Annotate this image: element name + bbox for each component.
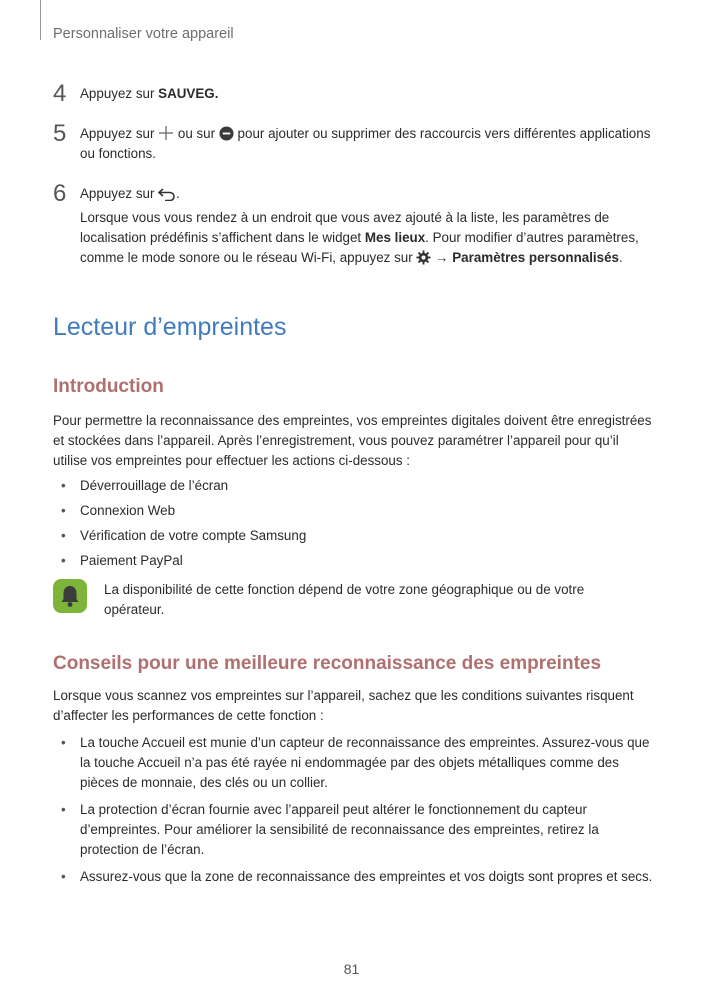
bullet-text: Déverrouillage de l’écran <box>80 478 229 493</box>
step-number: 6 <box>53 180 67 207</box>
tips-paragraph: Lorsque vous scannez vos empreintes sur l’appareil, sachez que les conditions suivantes risquent d’affecter les performances de cette fonction : <box>53 688 634 723</box>
tips-bullets <box>53 733 653 887</box>
bullet-text: La touche Accueil est munie d’un capteur de reconnaissance des empreintes. Assurez-vous que la touche Accueil n’a pas été rayée ni endommagée par des objets métalliques comme des pièces de monnaie, des clés ou un collier. <box>80 735 650 790</box>
step-5 <box>53 120 653 164</box>
step-4 <box>53 80 653 107</box>
bell-notice-icon <box>53 579 87 613</box>
step-text <box>80 184 653 204</box>
bullet-dot: • <box>61 503 66 518</box>
bullet-dot: • <box>61 802 66 817</box>
step-6 <box>53 180 653 268</box>
step-text <box>80 84 653 104</box>
step-number: 5 <box>53 120 67 147</box>
list-item <box>53 476 653 496</box>
bullet-text: La protection d’écran fournie avec l’appareil peut altérer le fonctionnement du capteur d’empreintes. Pour améliorer la sensibilité de reconnaissance des empreintes, retirez la protection de l’écran. <box>80 802 599 857</box>
bullet-text: Paiement PayPal <box>80 553 183 568</box>
step-number: 4 <box>53 80 67 107</box>
header-rule <box>40 0 41 40</box>
step-detail <box>80 208 653 268</box>
section-header: Personnaliser votre appareil <box>53 26 234 42</box>
gear-icon <box>416 250 431 265</box>
step-text-pre: Appuyez sur <box>80 186 159 201</box>
detail-pre: Lorsque vous vous rendez à un endroit que vous avez ajouté à la liste, les paramètres de localisation prédéfinis s’affichent dans le widget <box>80 210 610 245</box>
list-item <box>53 867 653 887</box>
step-text-post: pour ajouter ou supprimer des raccourcis vers différentes applications ou fonctions. <box>80 126 651 161</box>
detail-arrow: → <box>431 250 453 265</box>
bullet-dot: • <box>61 553 66 568</box>
bullet-text: Assurez-vous que la zone de reconnaissance des empreintes et vos doigts sont propres et secs. <box>80 869 653 884</box>
plus-icon <box>158 125 174 141</box>
step-text <box>80 124 653 164</box>
section-title: Lecteur d’empreintes <box>53 313 287 341</box>
step-text-post: . <box>176 186 180 201</box>
list-item <box>53 800 653 860</box>
list-item <box>53 733 653 793</box>
bullet-dot: • <box>61 869 66 884</box>
list-item <box>53 526 653 546</box>
bullet-dot: • <box>61 735 66 750</box>
introduction-heading: Introduction <box>53 376 164 397</box>
detail-bold-parametres: Paramètres personnalisés <box>452 250 619 265</box>
back-icon <box>158 187 176 201</box>
step-text-pre: Appuyez sur <box>80 126 159 141</box>
step-text-mid: ou sur <box>174 126 219 141</box>
bullet-text: Vérification de votre compte Samsung <box>80 528 307 543</box>
note-text: La disponibilité de cette fonction dépend de votre zone géographique ou de votre opérateur. <box>104 582 585 617</box>
detail-mid: . Pour modifier d’autres paramètres, comme le mode sonore ou le réseau Wi-Fi, appuyez sur <box>80 230 639 265</box>
page-number: 81 <box>343 961 360 977</box>
detail-post: . <box>618 250 623 265</box>
tips-heading: Conseils pour une meilleure reconnaissance des empreintes <box>53 653 602 674</box>
step-text-pre: Appuyez sur <box>80 86 159 101</box>
minus-circle-icon <box>219 126 234 141</box>
bullet-dot: • <box>61 478 66 493</box>
detail-bold-mes-lieux: Mes lieux <box>364 230 426 245</box>
step-bold: SAUVEG. <box>158 86 219 101</box>
bullet-text: Connexion Web <box>80 503 176 518</box>
list-item <box>53 501 653 521</box>
introduction-paragraph: Pour permettre la reconnaissance des empreintes, vos empreintes digitales doivent être enregistrées et stockées dans l’appareil. Après l’enregistrement, vous pouvez paramétrer l’appareil pour qu’il utilise vos empreintes pour effectuer les actions ci-dessous : <box>53 413 652 468</box>
list-item <box>53 551 653 571</box>
bullet-dot: • <box>61 528 66 543</box>
introduction-bullets <box>53 476 653 571</box>
